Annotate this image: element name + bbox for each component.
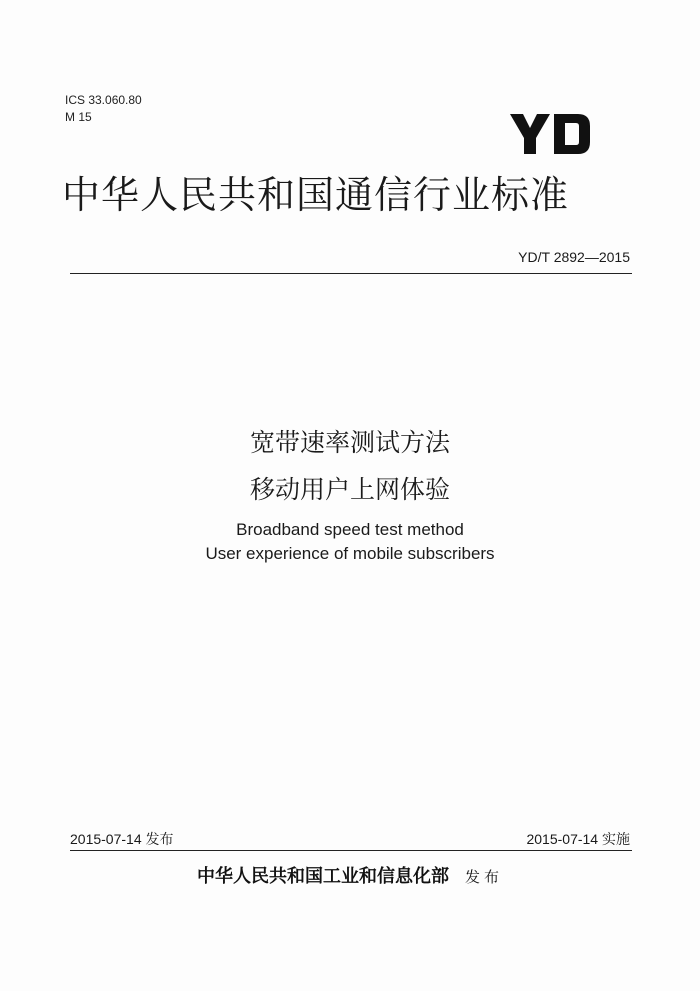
header-divider (70, 273, 632, 274)
issue-date: 2015-07-14 发布 (70, 831, 174, 847)
issuer-action: 发布 (464, 868, 503, 886)
standard-type-title: 中华人民共和国通信行业标准 (62, 173, 570, 217)
standard-number: YD/T 2892—2015 (518, 249, 630, 265)
ccs-code: M 15 (65, 110, 92, 124)
title-en-line2: User experience of mobile subscribers (205, 544, 495, 563)
title-zh-line2: 移动用户上网体验 (249, 475, 450, 504)
classification-codes (65, 92, 142, 126)
ics-code: ICS 33.060.80 (65, 93, 142, 107)
yd-logo (508, 112, 592, 156)
title-en-line1: Broadband speed test method (236, 520, 464, 539)
yd-logo-letter-y (510, 114, 550, 154)
yd-logo-letter-d (554, 114, 590, 154)
footer-divider (70, 850, 632, 851)
implementation-date: 2015-07-14 实施 (526, 831, 630, 847)
issuer-name: 中华人民共和国工业和信息化部 (196, 866, 449, 887)
issuer-line (0, 862, 700, 888)
title-zh-line1: 宽带速率测试方法 (249, 428, 450, 457)
